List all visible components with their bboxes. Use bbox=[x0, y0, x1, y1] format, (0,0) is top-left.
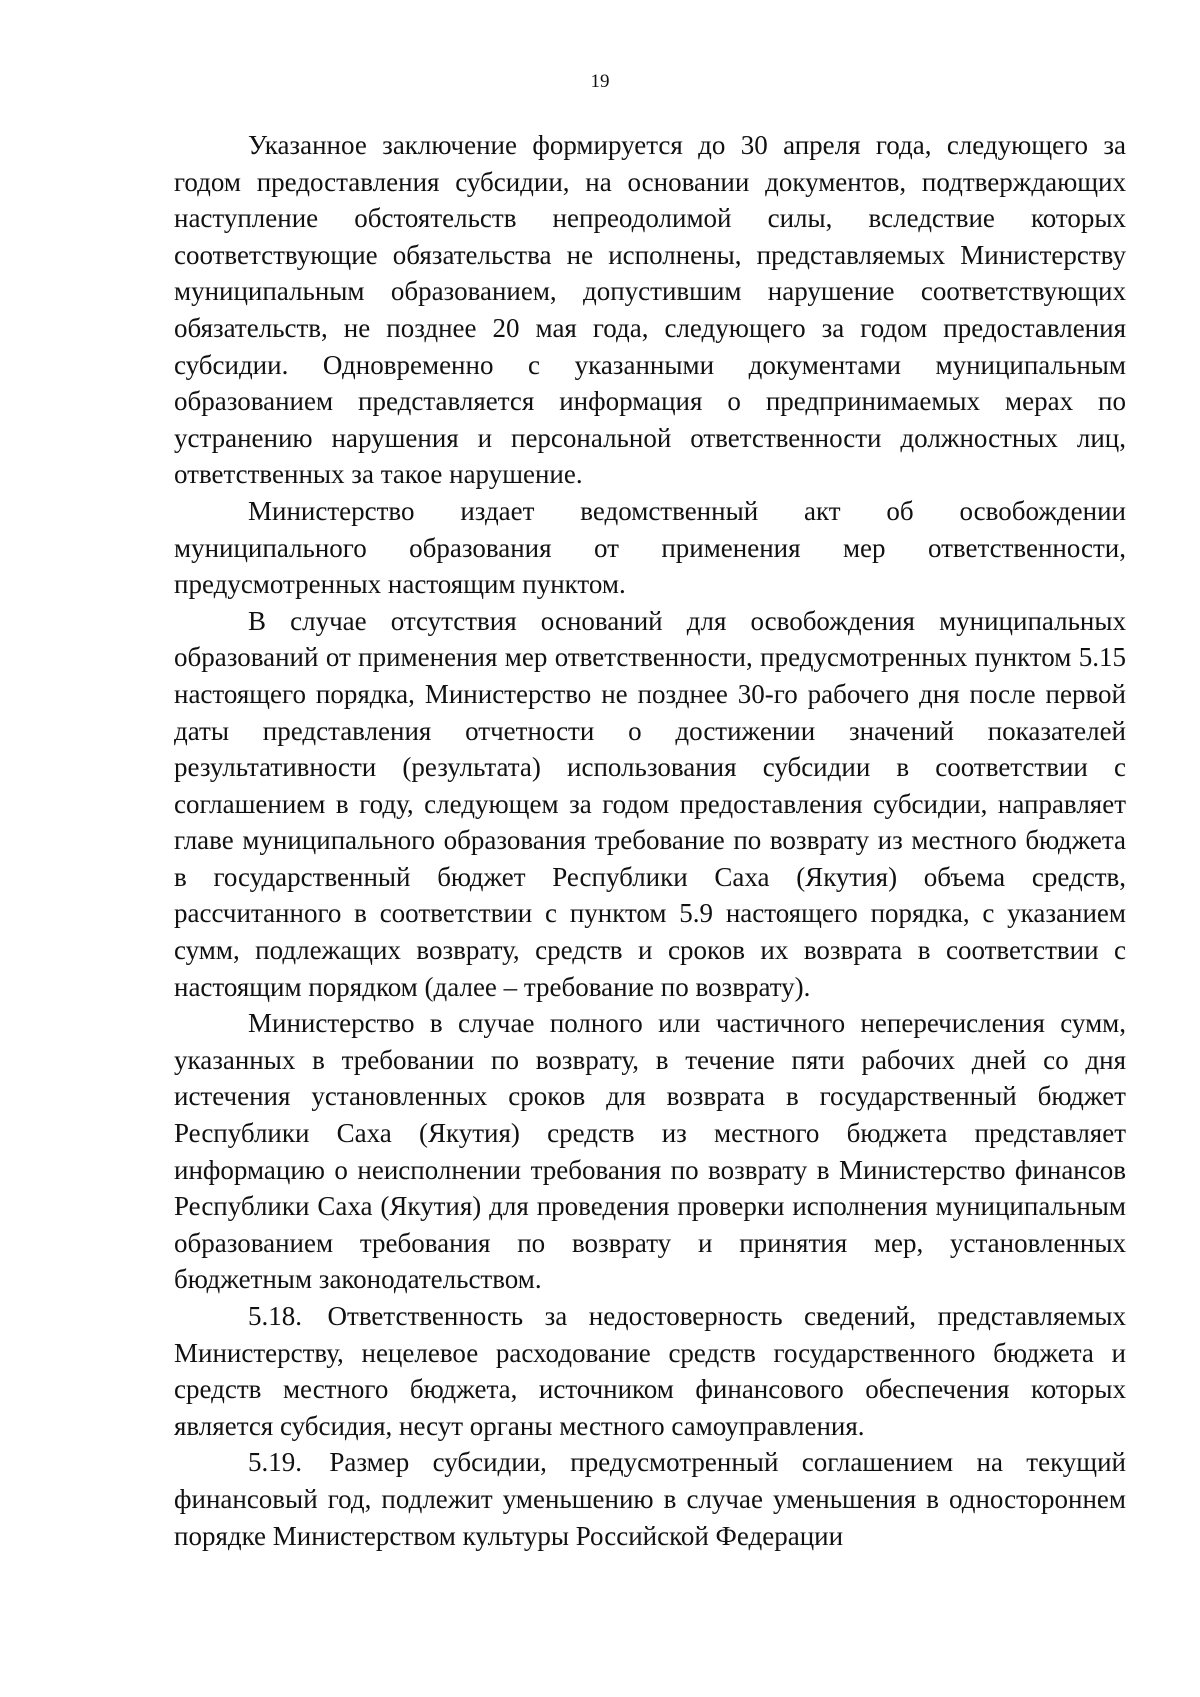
paragraph-conclusion-deadline bbox=[174, 127, 1126, 493]
document-body bbox=[174, 127, 1126, 1554]
clause-text: Размер субсидии, предусмотренный соглашением на текущий финансовый год, подлежит уменьшению в случае уменьшения в одностороннем порядке Министерством культуры Российской Федерации bbox=[174, 1447, 1126, 1551]
clause-5-18 bbox=[174, 1298, 1126, 1444]
paragraph-text: Министерство издает ведомственный акт об освобождении муниципального образования от применения мер ответственности, предусмотренных настоящим пунктом. bbox=[174, 495, 1126, 600]
page-number: 19 bbox=[590, 71, 610, 92]
clause-number: 5.19. bbox=[248, 1447, 302, 1478]
paragraph-refund-demand bbox=[174, 603, 1126, 1006]
paragraph-text: Министерство в случае полного или частичного неперечисления сумм, указанных в требовании по возврату, в течение пяти рабочих дней со дня истечения установленных сроков для возврата в государственный бюджет Республики Саха (Якутия) средств из местного бюджета представляет информацию о неисполнении требования по возврату в Министерство финансов Республики Саха (Якутия) для проведения проверки исполнения муниципальным образованием требования по возврату и принятия мер, установленных бюджетным законодательством. bbox=[174, 1008, 1126, 1295]
clause-5-19 bbox=[174, 1444, 1126, 1554]
paragraph-text: Указанное заключение формируется до 30 апреля года, следующего за годом предоставления субсидии, на основании документов, подтверждающих наступление обстоятельств непреодолимой силы, вследствие которых соответствующие обязательства не исполнены, представляемых Министерству муниципальным образованием, допустившим нарушение соответствующих обязательств, не позднее 20 мая года, следующего за годом предоставления субсидии. Одновременно с указанными документами муниципальным образованием представляется информация о предпринимаемых мерах по устранению нарушения и персональной ответственности должностных лиц, ответственных за такое нарушение. bbox=[174, 130, 1126, 490]
paragraph-non-transfer bbox=[174, 1005, 1126, 1298]
clause-number: 5.18. bbox=[248, 1301, 302, 1331]
paragraph-exemption-act bbox=[174, 493, 1126, 603]
paragraph-text: В случае отсутствия оснований для освобождения муниципальных образований от применения мер ответственности, предусмотренных пунктом 5.15 настоящего порядка, Министерство не позднее 30-го рабочего дня после первой даты представления отчетности о достижении значений показателей результативности (результата) использования субсидии в соответствии с соглашением в году, следующем за годом предоставления субсидии, направляет главе муниципального образования требование по возврату из местного бюджета в государственный бюджет Республики Саха (Якутия) объема средств, рассчитанного в соответствии с пунктом 5.9 настоящего порядка, с указанием сумм, подлежащих возврату, средств и сроков их возврата в соответствии с настоящим порядком (далее – требование по возврату). bbox=[174, 605, 1126, 1002]
clause-text: Ответственность за недостоверность сведений, представляемых Министерству, нецелевое расходование средств государственного бюджета и средств местного бюджета, источником финансового обеспечения которых является субсидия, несут органы местного самоуправления. bbox=[174, 1301, 1127, 1441]
